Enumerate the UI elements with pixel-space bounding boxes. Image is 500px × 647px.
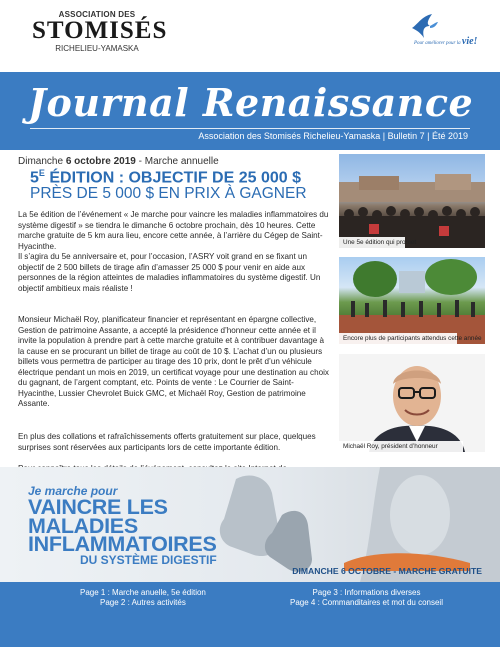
headline-superscript: E <box>38 168 45 178</box>
partner-tagline <box>414 36 477 47</box>
bulletin-subtitle: Association des Stomisés Richelieu-Yamaska | Bulletin 7 | Été 2019 <box>198 131 468 141</box>
portrait-illustration <box>339 354 485 452</box>
logo-top-text: ASSOCIATION DES <box>58 10 136 19</box>
track-illustration <box>339 257 485 344</box>
toc-item-page-2: Page 2 : Autres activités <box>100 598 186 607</box>
partner-logo <box>404 14 478 54</box>
toc-item-page-4: Page 4 : Commanditaires et mot du conseil <box>290 598 443 607</box>
toc-right <box>290 588 443 608</box>
promo-headline <box>28 495 217 556</box>
photo-caption-2: Encore plus de participants attendus cette année <box>339 333 457 344</box>
article-date-suffix: - Marche annuelle <box>135 156 219 167</box>
article-date <box>18 156 219 167</box>
promo-line-4: INFLAMMATOIRES <box>28 532 217 556</box>
partner-tagline-text: Pour améliorer pour la <box>414 41 461 46</box>
partner-tagline-word: vie! <box>461 36 478 47</box>
promo-date: DIMANCHE 6 OCTOBRE - MARCHE GRATUITE <box>292 566 482 576</box>
association-logo <box>32 10 168 53</box>
article-date-prefix: Dimanche <box>18 156 66 167</box>
photo-crowd <box>339 154 485 248</box>
logo-main-text: STOMISÉS <box>32 17 168 44</box>
toc-item-page-1: Page 1 : Marche anuelle, 5e édition <box>80 588 206 597</box>
article-paragraph-4: En plus des collations et rafraîchissements offerts gratuitement sur place, quelques surprises sont réservées aux participants lors de cette importante édition. <box>18 432 316 452</box>
article-paragraph-1: La 5e édition de l’événement « Je marche pour vaincre les maladies inflammatoires du système digestif » se tiendra le dimanche 6 octobre prochain, dès 10 heures. Cette marche gratuite de 5 km aura lieu, encore cette année, à l’arrière du Cégep de Saint-Hyacinthe. <box>18 210 329 251</box>
article-body <box>18 210 330 495</box>
promo-line-2: VAINCRE LES <box>28 495 168 519</box>
article-date-bold: 6 octobre 2019 <box>65 156 136 167</box>
toc-item-page-3: Page 3 : Informations diverses <box>312 588 421 597</box>
photo-portrait <box>339 354 485 452</box>
toc-left <box>80 588 206 608</box>
headline-rest: ÉDITION : OBJECTIF DE 25 000 $ <box>44 169 301 187</box>
promo-line-1: Je marche pour <box>28 484 118 498</box>
article-subheadline: PRÈS DE 5 000 $ EN PRIX À GAGNER <box>30 185 307 202</box>
logo-sub-text: RICHELIEU-YAMASKA <box>55 44 139 53</box>
promo-line-3: MALADIES <box>28 513 138 538</box>
title-divider <box>30 128 470 129</box>
photo-caption-1: Une 5e édition qui promet <box>339 237 405 248</box>
photo-participants <box>339 257 485 344</box>
headline-number: 5 <box>30 169 39 187</box>
crowd-illustration <box>339 154 485 248</box>
article-paragraph-3: Monsieur Michaël Roy, planificateur financier et représentant en épargne collective, Gestion de patrimoine Assante, a accepté la présidence d’honneur cette année et il invite la population à prendre part à cette marche gratuite et à contribuer davantage à la cause en se procurant un billet de tirage au coût de 10 $. L’achat d’un ou plusieurs billets vous permettra de participer au tirage des 10 prix, dont le prêt d’un véhicule électrique pendant un mois en 2019, un certificat voyage pour une destination au choix du gagnant, de l’argent comptant, etc. Points de vente : Le Courrier de Saint-Hyacinthe, Lussier Chevrolet Buick GMC, et Michaël Roy, Gestion de patrimoine Assante. <box>18 315 329 408</box>
photo-caption-3: Michaël Roy, président d’honneur <box>339 441 463 452</box>
journal-title: Journal Renaissance <box>28 80 474 125</box>
article-paragraph-2: Il s’agira du 5e anniversaire et, pour l’occasion, l’ASRY voit grand en se fixant un objectif de 2 500 billets de tirage afin d’amasser 25 000 $ pour venir en aide aux personnes de la région atteintes de maladies inflammatoires du système digestif. Un objectif ambitieux mais réaliste ! <box>18 252 321 293</box>
promo-line-5: DU SYSTÈME DIGESTIF <box>80 553 217 567</box>
